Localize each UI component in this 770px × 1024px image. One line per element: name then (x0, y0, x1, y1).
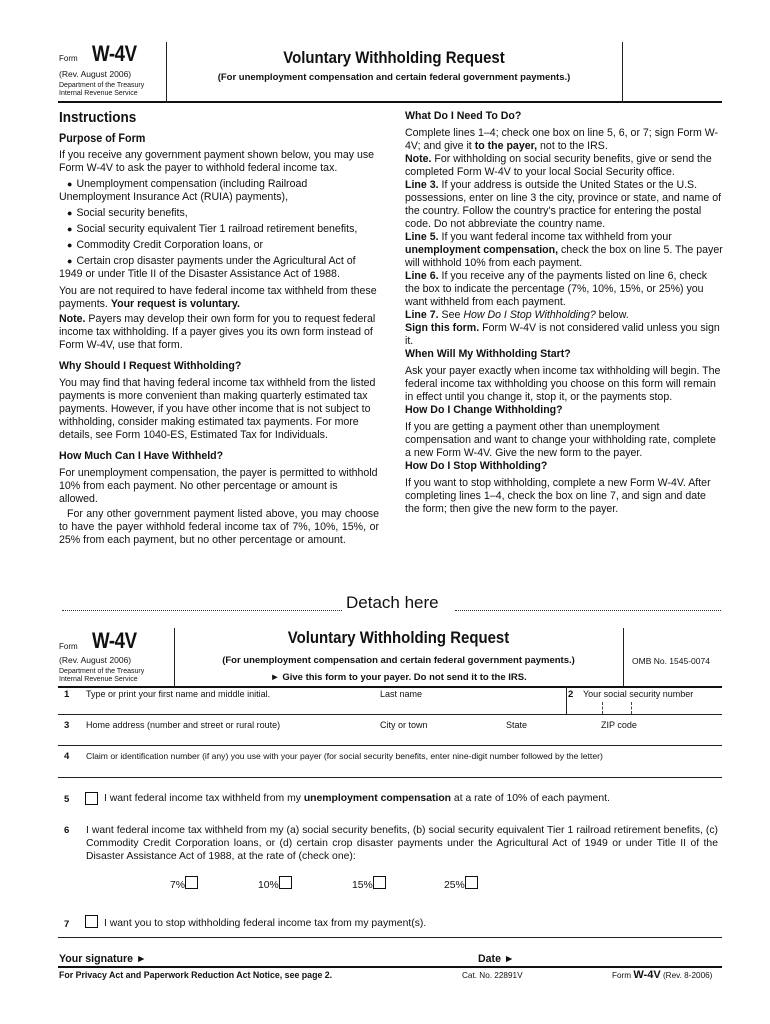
start-text: Ask your payer exactly when income tax withholding will begin. The federal income tax withholding you choose on this form will remain in effect until you change it, stop it, or the payments stop. (405, 365, 721, 403)
rate-15-option[interactable]: 15% (352, 876, 386, 891)
form-name: W-4V (92, 628, 137, 653)
detach-dotted-line (62, 610, 342, 611)
line-number: 6 (64, 825, 70, 836)
form-title: Voluntary Withholding Request (287, 628, 510, 647)
divider (566, 686, 567, 714)
rate-25-option[interactable]: 25% (444, 876, 478, 891)
bullet-item: ● Certain crop disaster payments under the Agricultural Act of 1949 or under Title II of the Disaster Assistance Act of 1988. (59, 255, 379, 281)
why-text: You may find that having federal income tax withheld from the listed payments is more convenient than making quarterly estimated tax payments. However, if you have other income that is not subject to withholding, consider making estimated tax payments. For more details, see Form 1040-ES, Estimated Tax for Individuals. (59, 377, 376, 441)
arrow-icon: ► (503, 953, 515, 965)
stop-text: If you want to stop withholding, complete a new Form W-4V. After completing lines 1–4, check the box on line 7, and sign and date the form; then give the new form to the payer. (405, 477, 711, 515)
need-text: Complete lines 1–4; check one box on line 5, 6, or 7; sign Form W-4V; and give it to the payer, not to the IRS. (405, 127, 719, 152)
line-number: 4 (64, 751, 70, 762)
not-required-text: You are not required to have federal income tax withheld from these payments. Your request is voluntary. (59, 285, 377, 310)
detach-dotted-line (455, 610, 721, 611)
signature-label: Your signature ► (59, 953, 147, 965)
signature-rule (58, 966, 722, 968)
how-much-text: For unemployment compensation, the payer is permitted to withhold 10% from each payment. No other percentage or amount is allowed. (59, 467, 378, 505)
revision-date: (Rev. August 2006) (59, 69, 132, 79)
line-number: 3 (64, 720, 70, 731)
bullet-item: ● Commodity Credit Corporation loans, or (59, 239, 379, 252)
stop-heading: How Do I Stop Withholding? (405, 460, 548, 472)
change-heading: How Do I Change Withholding? (405, 404, 563, 416)
form-label: Form (59, 642, 78, 651)
line7-text: Line 7. See How Do I Stop Withholding? below. (405, 309, 629, 321)
ssn-field[interactable] (568, 700, 718, 714)
rate-10-option[interactable]: 10% (258, 876, 292, 891)
rate-7-option[interactable]: 7% (170, 876, 198, 891)
revision-date: (Rev. August 2006) (59, 655, 132, 665)
line-number: 2 (568, 689, 574, 700)
line6-text: Line 6. If you receive any of the payments listed on line 6, check the box to indicate the percentage (7%, 10%, 15%, or 25%) you want withheld from each payment. (405, 270, 708, 308)
signature-field[interactable] (150, 950, 470, 964)
date-field[interactable] (520, 950, 718, 964)
row-rule (58, 937, 722, 938)
unemployment-checkbox[interactable] (85, 791, 98, 809)
detach-label: Detach here (346, 593, 439, 612)
purpose-text: If you receive any government payment shown below, you may use Form W-4V to ask the payer to withhold federal income tax. (59, 149, 375, 174)
omb-number: OMB No. 1545-0074 (632, 656, 710, 666)
ssn-separator (631, 702, 632, 714)
catalog-number: Cat. No. 22891V (462, 971, 523, 980)
arrow-icon: ► (270, 672, 280, 683)
row-rule (58, 777, 722, 778)
line-number: 1 (64, 689, 70, 700)
form-subtitle: (For unemployment compensation and certain federal government payments.) (222, 655, 575, 666)
line3-text: Line 3. If your address is outside the United States or the U.S. possessions, enter on line 3 the city, province or state, and name of the country. Follow the country's practice for entering the postal code. Do not abbreviate the country name. (405, 179, 722, 230)
note-text: Note. Payers may develop their own form for you to request federal income tax withholding. If a payer gives you its own form instead of Form W-4V, use that form. (59, 313, 376, 351)
give-form-note: ► Give this form to your payer. Do not send it to the IRS. (270, 672, 527, 683)
divider (622, 42, 623, 101)
why-heading: Why Should I Request Withholding? (59, 360, 242, 372)
divider (623, 628, 624, 686)
form-header-rule (58, 686, 722, 688)
how-much-text-2: For any other government payment listed above, you may choose to have the payer withhold federal income tax of 7%, 10%, 15%, or 25% from each payment, but no other percentage or amount. (59, 508, 379, 546)
form-name: W-4V (92, 41, 137, 66)
change-text: If you are getting a payment other than unemployment compensation and want to change your withholding rate, complete a new Form W-4V. Give the new form to the payer. (405, 421, 716, 459)
department: Department of the Treasury (59, 82, 145, 89)
date-label: Date ► (478, 953, 515, 965)
bullet-item: ● Social security equivalent Tier 1 railroad retirement benefits, (59, 223, 379, 236)
start-heading: When Will My Withholding Start? (405, 348, 571, 360)
page-subtitle: (For unemployment compensation and certain federal government payments.) (217, 72, 571, 83)
bullet-item: ● Social security benefits, (59, 207, 379, 220)
instructions-heading: Instructions (59, 109, 137, 126)
instructions-right-column (405, 110, 723, 516)
purpose-heading: Purpose of Form (59, 131, 146, 145)
instructions-left-column (59, 109, 379, 547)
line6-label: I want federal income tax withheld from my (a) social security benefits, (b) social security equivalent Tier 1 railroad retirement benefits, (c) Commodity Credit Corporation loans, or (d) certain crop disaster payments under the Agricultural Act of 1949 or under Title II of the Disaster Assistance Act of 1988, at the rate of (check one): (86, 825, 718, 862)
line5-text: Line 5. If you want federal income tax withheld from your unemployment compensation, check the box on line 5. The payer will withhold 10% from each payment. (405, 231, 723, 269)
state-label: State (506, 720, 528, 730)
privacy-notice: For Privacy Act and Paperwork Reduction Act Notice, see page 2. (59, 970, 333, 980)
arrow-icon: ► (135, 953, 147, 965)
footer-form-id: Form W-4V (Rev. 8-2006) (612, 969, 713, 981)
line7-label: I want you to stop withholding federal income tax from my payment(s). (104, 918, 427, 929)
line5-label: I want federal income tax withheld from my unemployment compensation at a rate of 10% of each payment. (104, 793, 610, 804)
claim-number-field[interactable] (86, 763, 718, 777)
last-name-label: Last name (380, 689, 423, 699)
address-field[interactable] (86, 732, 718, 745)
agency: Internal Revenue Service (59, 90, 138, 97)
bullet-item: ● Unemployment compensation (including Railroad Unemployment Insurance Act (RUIA) payments), (59, 178, 379, 204)
page-title: Voluntary Withholding Request (283, 48, 505, 67)
first-name-label: Type or print your first name and middle initial. (86, 689, 271, 699)
stop-withholding-checkbox[interactable] (85, 914, 98, 932)
ssn-separator (602, 702, 603, 714)
department: Department of the Treasury (59, 668, 145, 675)
zip-label: ZIP code (601, 720, 637, 730)
line-number: 5 (64, 794, 70, 805)
note-ssa-text: Note. For withholding on social security benefits, give or send the completed Form W-4V to your local Social Security office. (405, 153, 712, 178)
city-label: City or town (380, 720, 428, 730)
line-number: 7 (64, 919, 70, 930)
row-rule (58, 745, 722, 746)
need-heading: What Do I Need To Do? (405, 110, 522, 122)
header-rule (58, 101, 722, 103)
form-label: Form (59, 54, 78, 63)
agency: Internal Revenue Service (59, 676, 138, 683)
sign-text: Sign this form. Form W-4V is not considered valid unless you sign it. (405, 322, 720, 347)
home-address-label: Home address (number and street or rural route) (86, 720, 281, 730)
row-rule (58, 714, 722, 715)
claim-number-label: Claim or identification number (if any) you use with your payer (for social security benefits, enter nine-digit number followed by the letter) (86, 751, 603, 761)
ssn-label: Your social security number (583, 689, 694, 699)
name-field[interactable] (86, 700, 566, 714)
how-much-heading: How Much Can I Have Withheld? (59, 450, 224, 462)
